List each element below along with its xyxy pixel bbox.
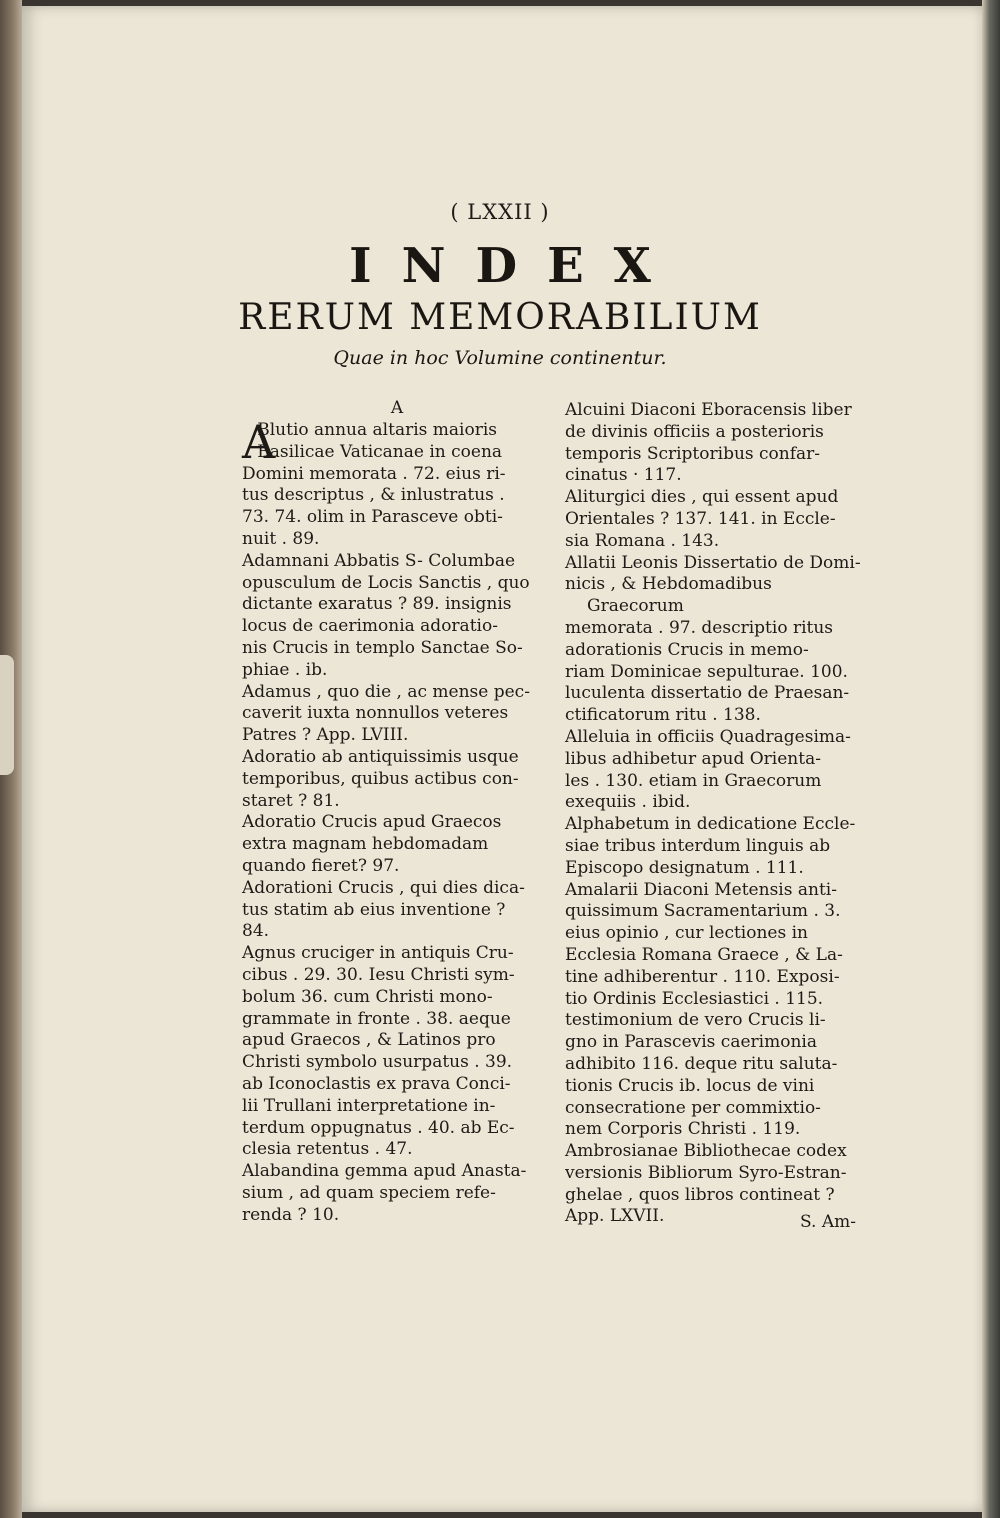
entry-line: adorationis Crucis in memo- [565,639,809,660]
entry-line: sia Romana . 143. [565,530,720,551]
index-entry [242,682,552,747]
entry-line: exequiis . ibid. [565,792,691,813]
entry-line: eius opinio , cur lectiones in [565,923,809,944]
entry-line: ab Iconoclastis ex prava Conci- [242,1073,511,1094]
entry-line: sium , ad quam speciem refe- [242,1182,496,1203]
entry-line: Adorationi Crucis , qui dies dica- [242,877,525,898]
entry-line: tio Ordinis Ecclesiastici . 115. [565,988,824,1009]
entry-line: Alabandina gemma apud Anasta- [242,1161,527,1182]
entry-line: staret ? 81. [242,790,340,811]
entry-line: riam Dominicae sepulturae. 100. [565,661,848,682]
entry-line: consecratione per commixtio- [565,1097,821,1118]
entry-line: temporibus, quibus actibus con- [242,768,519,789]
entry-line: Adoratio Crucis apud Graecos [242,812,502,833]
entry-line: caverit iuxta nonnullos veteres [242,703,509,724]
index-entry [565,814,865,879]
entry-line: terdum oppugnatus . 40. ab Ec- [242,1117,515,1138]
index-entry [242,747,552,812]
entry-line: Christi symbolo usurpatus . 39. [242,1052,513,1073]
page-tab [0,655,14,775]
index-entry [242,1161,552,1226]
entry-line: extra magnam hebdomadam [242,834,489,855]
index-entry [242,551,552,682]
section-letter: A [390,398,404,418]
entry-line: testimonium de vero Crucis li- [565,1010,826,1031]
entry-line: Ambrosianae Bibliothecae codex [565,1141,847,1162]
entry-line: libus adhibetur apud Orienta- [565,748,821,769]
entry-line: renda ? 10. [242,1204,340,1225]
entry-line: nuit . 89. [242,528,320,549]
entry-line: Adoratio ab antiquissimis usque [242,746,519,767]
entry-line: Agnus cruciger in antiquis Cru- [242,943,514,964]
page-edges [982,0,1000,1518]
entry-line: Blutio annua altaris maioris [257,420,497,440]
entry-line: de divinis officiis a posterioris [565,421,824,442]
entry-line: Allatii Leonis Dissertatio de Domi- [565,552,861,573]
index-title: INDEX [349,238,681,294]
entry-line: lii Trullani interpretatione in- [242,1095,496,1116]
entry-line: nicis , & Hebdomadibus Graecorum [565,574,772,617]
entry-line: cibus . 29. 30. Iesu Christi sym- [242,964,515,985]
entry-line: Aliturgici dies , qui essent apud [565,487,839,508]
index-entry [565,880,865,1142]
entry-line: bolum 36. cum Christi mono- [242,986,493,1007]
entry-line: quissimum Sacramentarium . 3. [565,901,841,922]
entry-line: ctificatorum ritu . 138. [565,705,761,726]
entry-line: Patres ? App. LVIII. [242,725,409,746]
entry-line: luculenta dissertatio de Praesan- [565,683,850,704]
right-column [565,400,865,1228]
entry-line: Basilicae Vaticanae in coena [257,441,503,462]
entry-line: Adamnani Abbatis S- Columbae [242,550,516,571]
entry-line: 73. 74. olim in Parasceve obti- [242,507,503,528]
entry-line: versionis Bibliorum Syro-Estran- [565,1162,847,1183]
entry-line: nis Crucis in templo Sanctae So- [242,637,523,658]
entry-line: Amalarii Diaconi Metensis anti- [565,879,837,900]
entry-line: Orientales ? 137. 141. in Eccle- [565,508,836,529]
entry-line: Alleluia in officiis Quadragesima- [565,726,851,747]
index-entry [242,943,552,1161]
entry-line: siae tribus interdum linguis ab [565,835,831,856]
entry-line: cinatus · 117. [565,465,682,486]
entry-line: quando fieret? 97. [242,855,400,876]
entry-line: opusculum de Locis Sanctis , quo [242,572,530,593]
catchword: S. Am- [800,1212,856,1232]
entry-line: tus descriptus , & inlustratus . [242,485,505,506]
entry-line: les . 130. etiam in Graecorum [565,770,822,791]
index-entry [565,400,865,487]
index-entry [565,727,865,814]
entry-line: temporis Scriptoribus confar- [565,443,821,464]
index-entry [565,487,865,552]
entry-line: dictante exaratus ? 89. insignis [242,594,512,615]
entry-line: tine adhiberentur . 110. Exposi- [565,966,840,987]
index-entry [565,553,865,727]
page-number: ( LXXII ) [450,200,550,224]
entry-line: ghelae , quos libros contineat ? [565,1184,835,1205]
index-entry [242,415,552,551]
entry-line: memorata . 97. descriptio ritus [565,617,834,638]
index-entry [242,878,552,943]
index-subtitle: RERUM MEMORABILIUM [238,297,762,338]
entry-line: Episcopo designatum . 111. [565,857,804,878]
entry-line: phiae . ib. [242,659,328,680]
entry-line: gno in Parascevis caerimonia [565,1032,817,1053]
entry-line: apud Graecos , & Latinos pro [242,1030,496,1051]
index-entry [242,812,552,877]
entry-line: Adamus , quo die , ac mense pec- [242,681,530,702]
entry-line: Ecclesia Romana Graece , & La- [565,944,843,965]
drop-cap: A [242,415,276,469]
entry-line: tus statim ab eius inventione ? [242,899,506,920]
entry-line: Alphabetum in dedicatione Eccle- [565,814,856,835]
index-caption: Quae in hoc Volumine continentur. [333,347,667,369]
entry-line: grammate in fronte . 38. aeque [242,1008,511,1029]
left-column [242,398,552,1226]
entry-line: clesia retentus . 47. [242,1139,413,1160]
entry-line: nem Corporis Christi . 119. [565,1119,801,1140]
entry-line: Alcuini Diaconi Eboracensis liber [565,400,852,420]
entry-line: 84. [242,921,270,942]
entry-line: tionis Crucis ib. locus de vini [565,1075,815,1096]
entry-line: App. LXVII. [565,1206,665,1227]
entry-line: adhibito 116. deque ritu saluta- [565,1053,838,1074]
entry-line: Domini memorata . 72. eius ri- [242,463,506,484]
entry-line: locus de caerimonia adoratio- [242,616,498,637]
